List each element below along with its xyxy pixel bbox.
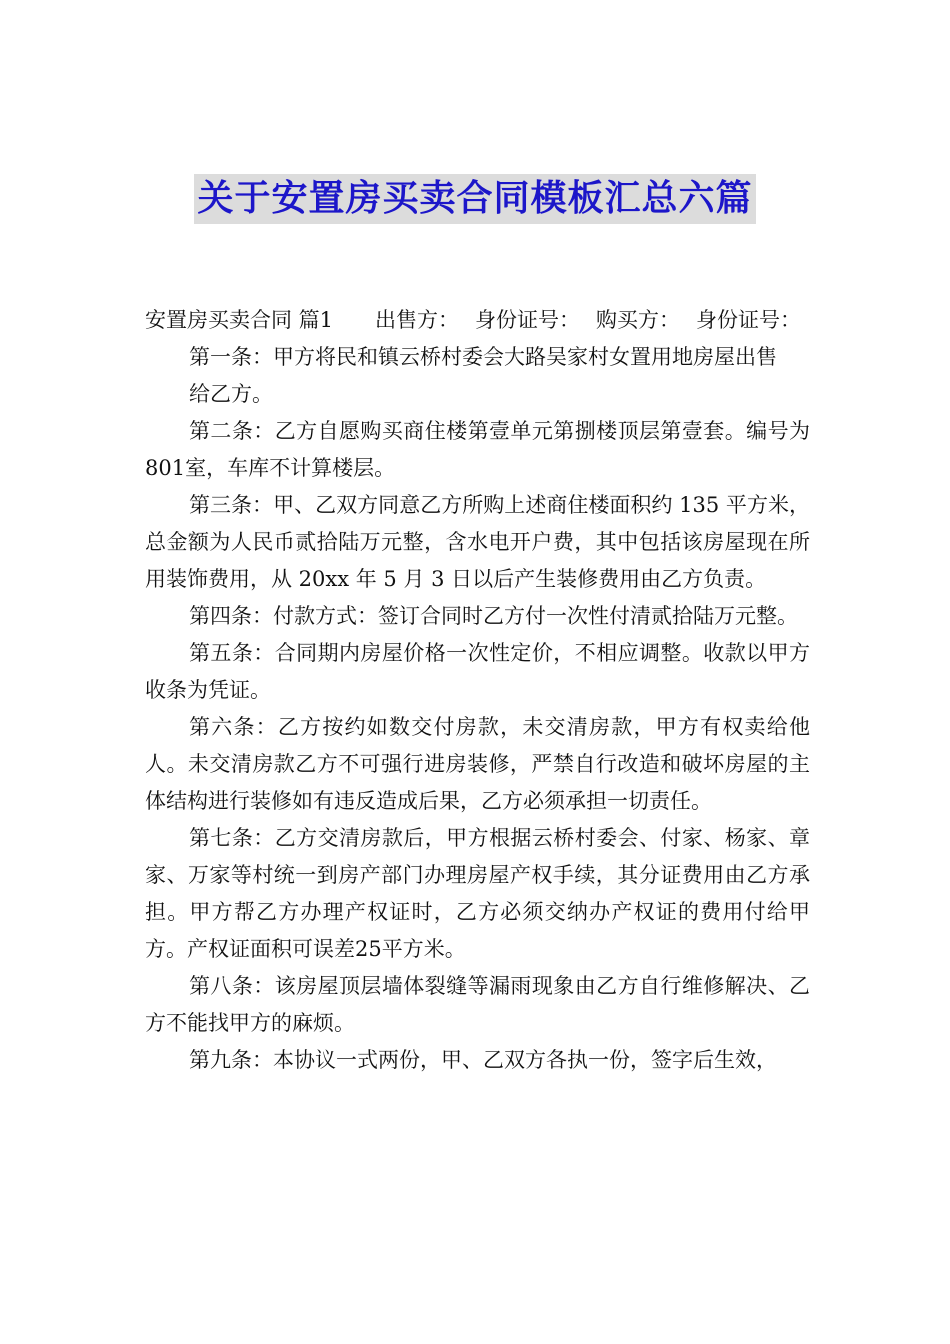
title-container — [0, 174, 950, 224]
buyer-label: 购买方： — [596, 308, 681, 332]
paragraph-article-1: 第一条：甲方将民和镇云桥村委会大路吴家村女置用地房屋出售 — [189, 345, 777, 369]
intro-line — [145, 302, 810, 339]
paragraph-article-9: 第九条：本协议一式两份，甲、乙双方各执一份，签字后生效， — [189, 1048, 777, 1072]
contract-heading: 安置房买卖合同 篇1 — [145, 308, 334, 332]
document-body — [145, 302, 810, 1079]
paragraph-article-6: 第六条：乙方按约如数交付房款，未交清房款，甲方有权卖给他人。未交清房款乙方不可强行进房装修，严禁自行改造和破坏房屋的主体结构进行装修如有违反造成后果，乙方必须承担一切责任。 — [145, 715, 810, 813]
seller-id-label: 身份证号： — [475, 308, 581, 332]
paragraph-article-4: 第四条：付款方式：签订合同时乙方付一次性付清贰拾陆万元整。 — [189, 604, 798, 628]
paragraph-article-3: 第三条：甲、乙双方同意乙方所购上述商住楼面积约 135 平方米，总金额为人民币贰拾陆万元整，含水电开户费，其中包括该房屋现在所用装饰费用，从 20xx 年 5 月 3 日以后产生装修费用由乙方负责。 — [145, 493, 810, 591]
paragraph-article-2: 第二条：乙方自愿购买商住楼第壹单元第捌楼顶层第壹套。编号为801室，车库不计算楼层。 — [145, 419, 810, 480]
seller-label: 出售方： — [375, 308, 460, 332]
document-title: 关于安置房买卖合同模板汇总六篇 — [194, 174, 755, 224]
paragraph-article-7: 第七条：乙方交清房款后，甲方根据云桥村委会、付家、杨家、章家、万家等村统一到房产部门办理房屋产权手续，其分证费用由乙方承担。甲方帮乙方办理产权证时，乙方必须交纳办产权证的费用付给甲方。产权证面积可误差25平方米。 — [145, 826, 810, 961]
paragraph-article-8: 第八条：该房屋顶层墙体裂缝等漏雨现象由乙方自行维修解决、乙方不能找甲方的麻烦。 — [145, 974, 810, 1035]
paragraph-article-1-cont: 给乙方。 — [189, 382, 273, 406]
paragraph-article-5: 第五条：合同期内房屋价格一次性定价，不相应调整。收款以甲方收条为凭证。 — [145, 641, 810, 702]
buyer-id-label: 身份证号： — [696, 308, 802, 332]
